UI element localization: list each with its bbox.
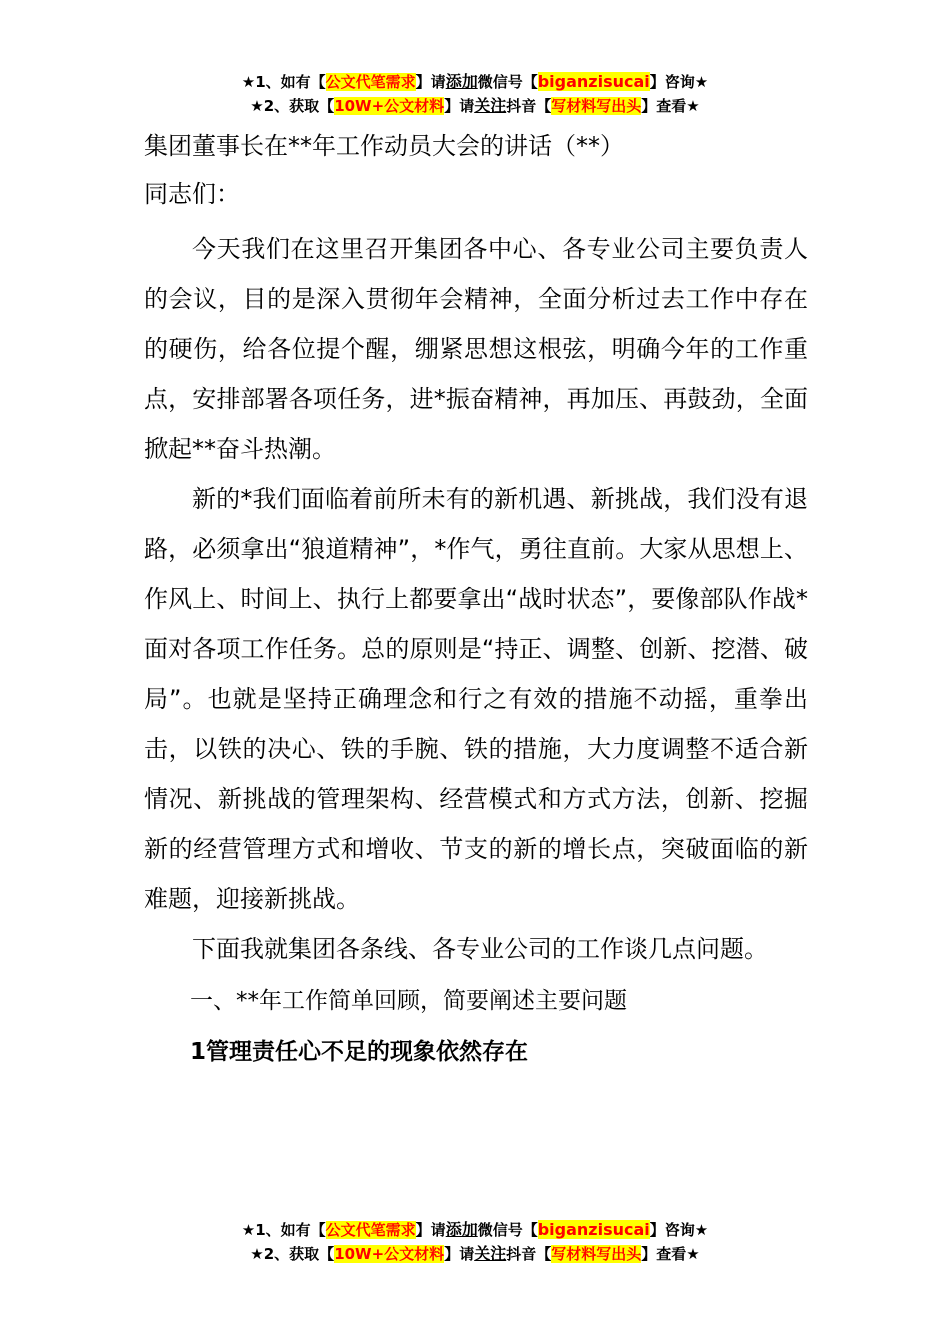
document-title: 集团董事长在**年工作动员大会的讲话（**）: [144, 132, 624, 160]
douyin-id: 写材料写出头: [551, 97, 642, 115]
highlight-text: 10W+公文材料: [334, 1245, 445, 1263]
greeting: 同志们：: [144, 180, 240, 208]
wechat-id: biganzisucai: [537, 1220, 650, 1239]
header-banner: [0, 70, 950, 118]
banner-line-2: ★2、获取【10W+公文材料】请关注抖音【写材料写出头】查看★: [250, 1244, 700, 1263]
douyin-id: 写材料写出头: [551, 1245, 642, 1263]
highlight-text: 公文代笔需求: [325, 1221, 416, 1239]
section-heading: 一、**年工作简单回顾，简要阐述主要问题: [190, 988, 627, 1014]
star-icon: ★: [241, 73, 256, 91]
highlight-text: 10W+公文材料: [334, 97, 445, 115]
banner-line-2: ★2、获取【10W+公文材料】请关注抖音【写材料写出头】查看★: [250, 96, 700, 115]
star-icon: ★: [241, 1221, 256, 1239]
paragraph-3: 下面我就集团各条线、各专业公司的工作谈几点问题。: [192, 935, 768, 963]
paragraph-2: 新的*我们面临着前所未有的新机遇、新挑战，我们没有退路，必须拿出“狼道精神”，*作气，勇往直前。大家从思想上、作风上、时间上、执行上都要拿出“战时状态”，要像部队作战*面对各项工作任务。总的原则是“持正、调整、创新、挖潜、破局”。也就是坚持正确理念和行之有效的措施不动摇，重拳出击，以铁的决心、铁的手腕、铁的措施，大力度调整不适合新情况、新挑战的管理架构、经营模式和方式方法，创新、挖掘新的经营管理方式和增收、节支的新的增长点，突破面临的新难题，迎接新挑战。: [144, 485, 808, 913]
banner-line-1: ★1、如有【公文代笔需求】请添加微信号【biganzisucai】咨询★: [241, 72, 709, 91]
subsection-heading: 1管理责任心不足的现象依然存在: [190, 1039, 529, 1065]
wechat-id: biganzisucai: [537, 72, 650, 91]
document-body: [144, 126, 808, 1078]
star-icon: ★: [250, 97, 264, 115]
banner-line-1: ★1、如有【公文代笔需求】请添加微信号【biganzisucai】咨询★: [241, 1220, 709, 1239]
star-icon: ★: [250, 1245, 264, 1263]
highlight-text: 公文代笔需求: [325, 73, 416, 91]
paragraph-1: 今天我们在这里召开集团各中心、各专业公司主要负责人的会议，目的是深入贯彻年会精神，全面分析过去工作中存在的硬伤，给各位提个醒，绷紧思想这根弦，明确今年的工作重点，安排部署各项任务，进*振奋精神，再加压、再鼓劲，全面掀起**奋斗热潮。: [144, 235, 808, 463]
footer-banner: [0, 1218, 950, 1266]
